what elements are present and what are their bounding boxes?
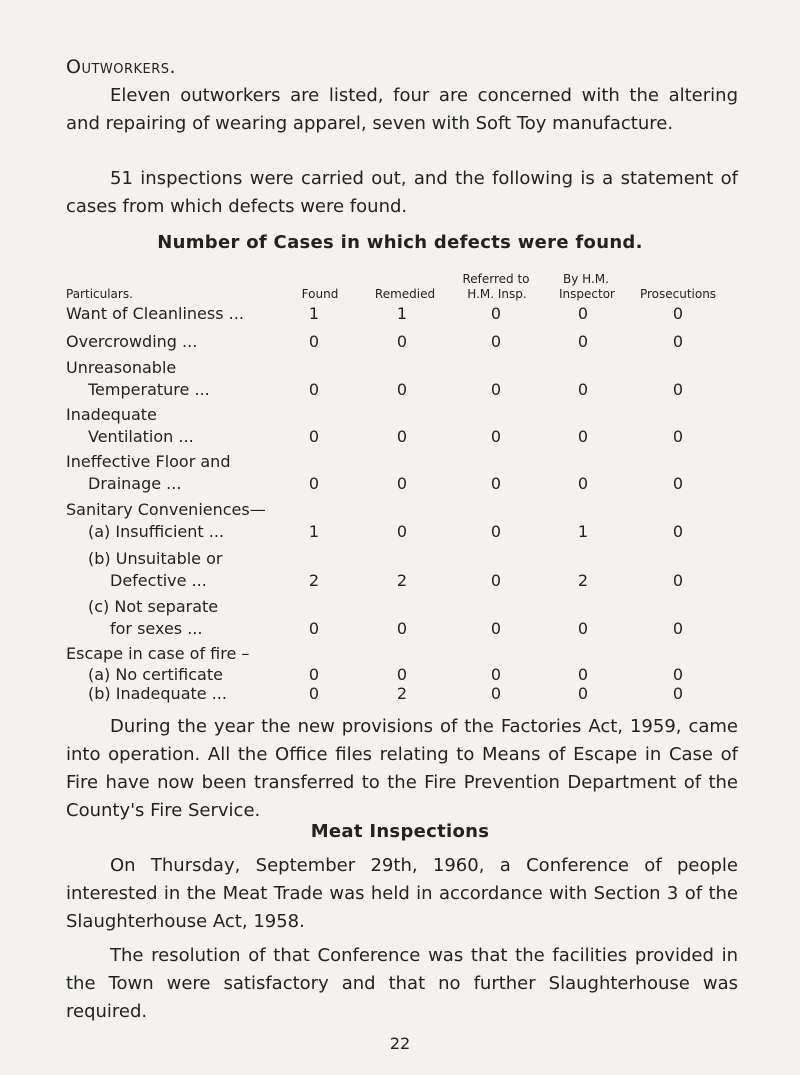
cell-remedied: 0 bbox=[396, 665, 408, 684]
cell-prosecutions: 0 bbox=[672, 380, 684, 399]
meat-inspections-heading: Meat Inspections bbox=[310, 821, 490, 842]
cell-prosecutions: 0 bbox=[672, 474, 684, 493]
cell-referred: 0 bbox=[490, 684, 502, 703]
cell-by-hm: 0 bbox=[577, 474, 589, 493]
cell-found: 0 bbox=[308, 380, 320, 399]
cell-found: 1 bbox=[308, 304, 320, 323]
cell-referred: 0 bbox=[490, 665, 502, 684]
cell-referred: 0 bbox=[490, 304, 502, 323]
col-header-byhm-line1: By H.M. bbox=[563, 272, 609, 286]
cell-prosecutions: 0 bbox=[672, 522, 684, 541]
cell-by-hm: 0 bbox=[577, 619, 589, 638]
cell-prosecutions: 0 bbox=[672, 619, 684, 638]
cell-remedied: 0 bbox=[396, 427, 408, 446]
col-header-prosecutions: Prosecutions bbox=[639, 287, 717, 301]
cell-found: 0 bbox=[308, 665, 320, 684]
cell-by-hm: 0 bbox=[577, 304, 589, 323]
factories-act-paragraph: During the year the new provisions of the Factories Act, 1959, came into operation. All the Office files relating to Means of Escape in Case of Fire have now been transferred to the Fire Prevention Department of the County's Fire Service. bbox=[66, 716, 738, 821]
row-label: (c) Not separate bbox=[88, 597, 219, 616]
row-label: Overcrowding ... bbox=[66, 332, 198, 351]
col-header-remedied: Remedied bbox=[374, 287, 436, 301]
row-label: (b) Unsuitable or bbox=[88, 549, 223, 568]
cell-referred: 0 bbox=[490, 522, 502, 541]
col-header-referred-line2: H.M. Insp. bbox=[467, 287, 527, 301]
col-header-particulars: Particulars. bbox=[66, 287, 133, 301]
row-label: (b) Inadequate ... bbox=[88, 684, 227, 703]
resolution-paragraph: The resolution of that Conference was that the facilities provided in the Town were satisfactory and that no further Slaughterhouse was required. bbox=[66, 945, 738, 1022]
cell-remedied: 0 bbox=[396, 474, 408, 493]
cell-found: 0 bbox=[308, 427, 320, 446]
conference-paragraph: On Thursday, September 29th, 1960, a Conference of people interested in the Meat Trade was held in accordance with Section 3 of the Slaughterhouse Act, 1958. bbox=[66, 855, 738, 932]
cell-remedied: 2 bbox=[396, 684, 408, 703]
row-label: Unreasonable bbox=[66, 358, 177, 377]
page-number: 22 bbox=[389, 1034, 411, 1053]
cell-by-hm: 0 bbox=[577, 684, 589, 703]
cell-remedied: 0 bbox=[396, 380, 408, 399]
cell-remedied: 0 bbox=[396, 619, 408, 638]
cell-by-hm: 1 bbox=[577, 522, 589, 541]
row-label: for sexes ... bbox=[110, 619, 203, 638]
cell-referred: 0 bbox=[490, 332, 502, 351]
cell-by-hm: 0 bbox=[577, 332, 589, 351]
row-label: (a) Insufficient ... bbox=[88, 522, 225, 541]
row-label: Ineffective Floor and bbox=[66, 452, 231, 471]
cell-found: 0 bbox=[308, 474, 320, 493]
row-label: Inadequate bbox=[66, 405, 157, 424]
row-label: Sanitary Conveniences— bbox=[66, 500, 266, 519]
cell-referred: 0 bbox=[490, 380, 502, 399]
row-label: Escape in case of fire – bbox=[66, 644, 250, 663]
cell-referred: 0 bbox=[490, 427, 502, 446]
cell-referred: 0 bbox=[490, 571, 502, 590]
cell-prosecutions: 0 bbox=[672, 427, 684, 446]
cell-prosecutions: 0 bbox=[672, 571, 684, 590]
cell-by-hm: 0 bbox=[577, 665, 589, 684]
table-title: Number of Cases in which defects were found. bbox=[157, 232, 643, 253]
cell-remedied: 2 bbox=[396, 571, 408, 590]
cell-referred: 0 bbox=[490, 619, 502, 638]
cell-found: 0 bbox=[308, 332, 320, 351]
cell-by-hm: 2 bbox=[577, 571, 589, 590]
cell-remedied: 0 bbox=[396, 332, 408, 351]
col-header-byhm-line2: Inspector bbox=[559, 287, 615, 301]
intro-paragraph: Eleven outworkers are listed, four are concerned with the altering and repairing of wearing apparel, seven with Soft Toy manufacture. bbox=[66, 85, 738, 134]
cell-prosecutions: 0 bbox=[672, 665, 684, 684]
cell-by-hm: 0 bbox=[577, 380, 589, 399]
cell-found: 1 bbox=[308, 522, 320, 541]
row-label: Temperature ... bbox=[88, 380, 210, 399]
row-label: Want of Cleanliness ... bbox=[66, 304, 244, 323]
row-label: Defective ... bbox=[110, 571, 207, 590]
cell-by-hm: 0 bbox=[577, 427, 589, 446]
cell-found: 2 bbox=[308, 571, 320, 590]
row-label: (a) No certificate bbox=[88, 665, 223, 684]
cell-prosecutions: 0 bbox=[672, 684, 684, 703]
cell-prosecutions: 0 bbox=[672, 304, 684, 323]
row-label: Ventilation ... bbox=[88, 427, 194, 446]
row-label: Drainage ... bbox=[88, 474, 182, 493]
cell-prosecutions: 0 bbox=[672, 332, 684, 351]
cell-remedied: 0 bbox=[396, 522, 408, 541]
col-header-found: Found bbox=[301, 287, 339, 301]
cell-found: 0 bbox=[308, 684, 320, 703]
cell-remedied: 1 bbox=[396, 304, 408, 323]
col-header-referred-line1: Referred to bbox=[462, 272, 530, 286]
cell-found: 0 bbox=[308, 619, 320, 638]
inspections-paragraph: 51 inspections were carried out, and the following is a statement of cases from which defects were found. bbox=[66, 168, 738, 217]
section-heading: Outworkers. bbox=[66, 56, 177, 78]
cell-referred: 0 bbox=[490, 474, 502, 493]
